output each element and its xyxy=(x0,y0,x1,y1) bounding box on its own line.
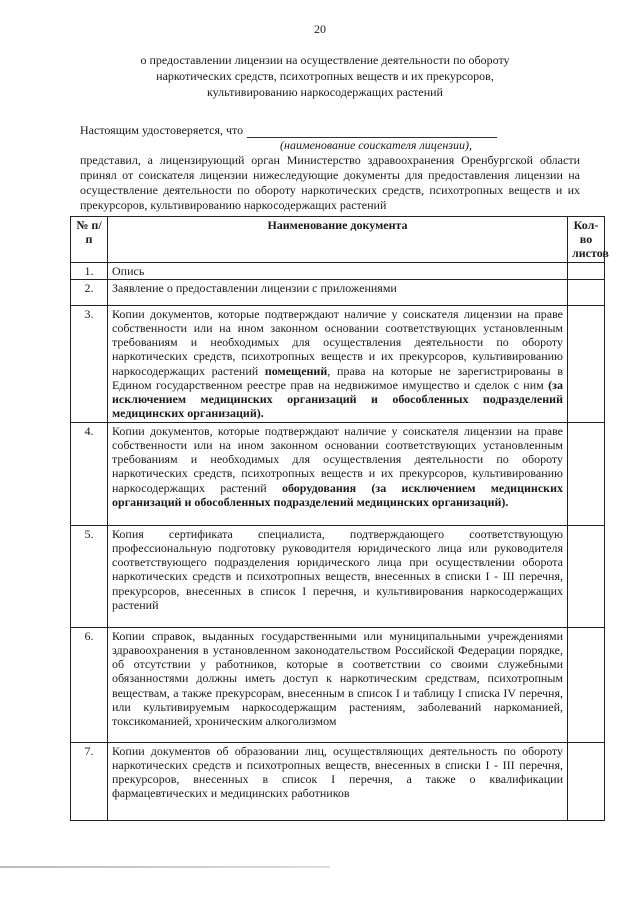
header-num: № п/п xyxy=(71,217,108,263)
certify-text: Настоящим удостоверяется, что xyxy=(80,123,244,137)
table-row xyxy=(71,627,605,742)
table-row xyxy=(71,305,605,422)
table-row xyxy=(71,422,605,525)
row-count xyxy=(568,279,605,305)
row-count xyxy=(568,742,605,820)
table-row xyxy=(71,279,605,305)
table-row xyxy=(71,262,605,279)
header-name: Наименование документа xyxy=(108,217,568,263)
row-text xyxy=(108,305,568,422)
row-text: Заявление о предоставлении лицензии с приложениями xyxy=(108,279,568,305)
row-text-bold: (за исключением медицинских организаций и обособленных подразделений медицинских организаций). xyxy=(112,377,563,421)
applicant-caption: (наименование соискателя лицензии), xyxy=(280,138,472,152)
row-text: Копии справок, выданных государственными или муниципальными учреждениями здравоохранения в установленном законодательством Российской Федерации порядке, об отсутствии у работников, которые в соответствии со своими служебными обязанностями должны иметь доступ к наркотическим средствам, психотропным веществам, а также прекурсорам, внесенным в список I и таблицу I списка IV перечня, или культивируемым наркосодержащим растениям, заболеваний наркоманией, токсикоманией, хроническим алкоголизмом xyxy=(108,627,568,742)
row-text xyxy=(108,422,568,525)
intro-paragraph: представил, а лицензирующий орган Министерство здравоохранения Оренбургской области принял от соискателя лицензии нижеследующие документы для предоставления лицензии на осуществление деятельности по обороту наркотических средств, психотропных веществ и их прекурсоров, культивированию наркосодержащих растений xyxy=(80,153,580,212)
page-number: 20 xyxy=(314,22,326,36)
row-num: 7. xyxy=(71,742,108,820)
certification-block xyxy=(80,123,580,213)
row-count xyxy=(568,525,605,627)
row-text-bold: оборудования (за исключением медицинских организаций и обособленных подразделений медицинских организаций). xyxy=(112,480,563,509)
title-line: о предоставлении лицензии на осуществление деятельности по обороту xyxy=(140,53,510,67)
row-text-part: Копии документов, которые подтверждают наличие у соискателя лицензии на праве собственности или на ином законном основании соответствующих установленным требованиям и необходимых для осуществления деятельности по обороту наркотических средств, психотропных веществ и их прекурсоров, культивированию наркосодержащих растений xyxy=(112,423,563,495)
row-count xyxy=(568,627,605,742)
row-count xyxy=(568,422,605,525)
documents-table xyxy=(70,216,609,821)
row-text-part: , права на которые не зарегистрированы в Едином государственном реестре прав на недвижимое имущество и сделок с ним xyxy=(112,363,563,392)
row-num: 4. xyxy=(71,422,108,525)
title-line: наркотических средств, психотропных веществ и их прекурсоров, xyxy=(156,69,494,83)
table-header-row xyxy=(71,217,605,263)
row-text: Опись xyxy=(108,262,568,279)
certify-line xyxy=(80,123,580,138)
table-row xyxy=(71,742,605,820)
scan-edge-line xyxy=(0,866,330,868)
row-text: Копии документов об образовании лиц, осуществляющих деятельность по обороту наркотических средств и психотропных веществ, внесенных в списки I - III перечня, прекурсоров, внесенных в список I перечня, а также о квалификации фармацевтических и медицинских работников xyxy=(108,742,568,820)
row-count xyxy=(568,305,605,422)
row-num: 1. xyxy=(71,262,108,279)
document-title xyxy=(90,52,560,100)
row-num: 6. xyxy=(71,627,108,742)
row-count xyxy=(568,262,605,279)
title-line: культивированию наркосодержащих растений xyxy=(207,85,443,99)
applicant-name-blank xyxy=(247,125,497,138)
row-num: 3. xyxy=(71,305,108,422)
row-text: Копия сертификата специалиста, подтверждающего соответствующую профессиональную подготовку руководителя юридического лица или руководителя соответствующего подразделения юридического лица при осуществлении оборота наркотических средств и психотропных веществ, внесенных в списки I - III перечня, прекурсоров, внесенных в список I перечня, и культивирования наркосодержащих растений xyxy=(108,525,568,627)
row-text-part: Копии документов, которые подтверждают наличие у соискателя лицензии на праве собственности или на ином законном основании соответствующих установленным требованиям и необходимых для осуществления деятельности по обороту наркотических средств, психотропных веществ и их прекурсоров, культивированию наркосодержащих растений xyxy=(112,306,563,378)
row-text-bold: помещений xyxy=(264,363,328,378)
row-num: 2. xyxy=(71,279,108,305)
table-row xyxy=(71,525,605,627)
header-count: Кол-во листов xyxy=(568,217,605,263)
row-num: 5. xyxy=(71,525,108,627)
